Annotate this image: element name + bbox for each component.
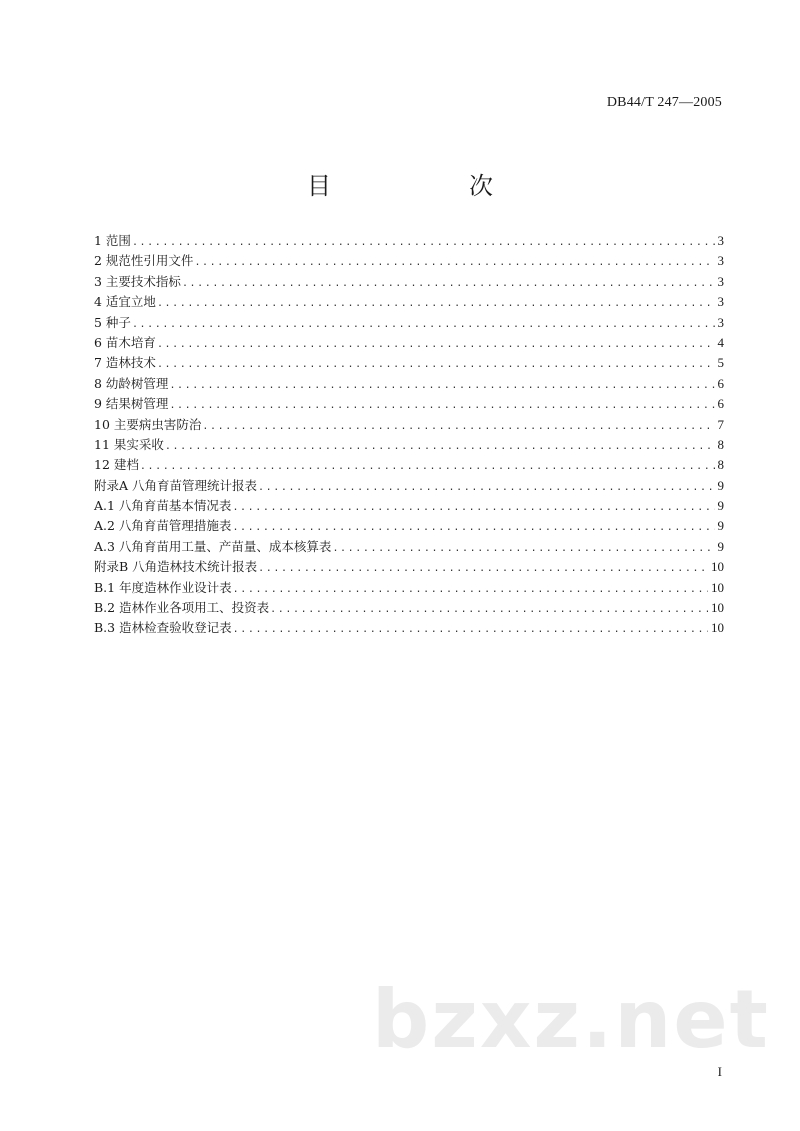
dot-leader xyxy=(132,233,715,253)
dot-leader xyxy=(332,539,714,559)
toc-entry-page: 10 xyxy=(711,600,724,616)
dot-leader xyxy=(140,457,715,477)
toc-entry-label: B.3 造林检查验收登记表 xyxy=(94,620,232,636)
dot-leader xyxy=(270,600,708,620)
toc-entry-page: 10 xyxy=(711,559,724,575)
toc-entry-label: 3 主要技术指标 xyxy=(94,273,181,289)
toc-entry-label: A.3 八角育苗用工量、产苗量、成本核算表 xyxy=(94,538,332,554)
toc-entry[interactable] xyxy=(94,618,724,638)
dot-leader xyxy=(165,437,715,457)
toc-entry-page: 3 xyxy=(717,273,724,289)
dot-leader xyxy=(182,274,715,294)
dot-leader xyxy=(169,376,714,396)
dot-leader xyxy=(194,253,714,273)
toc-entry[interactable] xyxy=(94,496,724,516)
toc-entry[interactable] xyxy=(94,598,724,618)
page-number: I xyxy=(717,1064,722,1079)
toc-entry[interactable] xyxy=(94,415,724,435)
toc-entry[interactable] xyxy=(94,231,724,251)
toc-entry[interactable] xyxy=(94,537,724,557)
toc-entry-page: 9 xyxy=(717,477,724,493)
toc-entry[interactable] xyxy=(94,374,724,394)
toc-entry-label: B.1 年度造林作业设计表 xyxy=(94,579,232,595)
toc-entry[interactable] xyxy=(94,557,724,577)
toc-entry-label: 10 主要病虫害防治 xyxy=(94,416,202,432)
dot-leader xyxy=(233,580,708,600)
toc-entry-label: 附录B 八角造林技术统计报表 xyxy=(94,559,258,575)
toc-entry[interactable] xyxy=(94,578,724,598)
toc-entry-label: 4 适宜立地 xyxy=(94,294,156,310)
toc-entry-page: 8 xyxy=(717,436,724,452)
toc-entry-page: 10 xyxy=(711,620,724,636)
toc-entry-label: 6 苗木培育 xyxy=(94,334,156,350)
toc-entry-page: 3 xyxy=(717,294,724,310)
toc-entry-page: 9 xyxy=(717,538,724,554)
toc-entry[interactable] xyxy=(94,251,724,271)
watermark: bzxz.net xyxy=(372,973,770,1066)
toc-entry-label: B.2 造林作业各项用工、投资表 xyxy=(94,600,270,616)
toc-entry-page: 3 xyxy=(717,233,724,248)
toc-entry[interactable] xyxy=(94,272,724,292)
toc-entry-label: 附录A 八角育苗管理统计报表 xyxy=(94,477,258,493)
toc-entry-page: 5 xyxy=(717,355,724,371)
dot-leader xyxy=(258,559,708,579)
toc-entry-page: 3 xyxy=(717,253,724,269)
dot-leader xyxy=(232,518,714,538)
toc-entry-page: 6 xyxy=(717,396,724,412)
dot-leader xyxy=(132,315,715,335)
dot-leader xyxy=(157,355,715,375)
dot-leader xyxy=(157,335,715,355)
toc-entry-page: 4 xyxy=(717,334,724,350)
page-title: 目 次 xyxy=(307,172,523,200)
toc-entry-page: 10 xyxy=(711,579,724,595)
toc-entry-page: 9 xyxy=(717,498,724,514)
toc-entry[interactable] xyxy=(94,313,724,333)
table-of-contents xyxy=(94,231,724,639)
toc-entry[interactable] xyxy=(94,516,724,536)
toc-entry-page: 6 xyxy=(717,375,724,391)
toc-entry[interactable] xyxy=(94,394,724,414)
toc-entry-label: 12 建档 xyxy=(94,457,139,473)
dot-leader xyxy=(157,294,715,314)
dot-leader xyxy=(169,396,714,416)
toc-entry-label: 9 结果树管理 xyxy=(94,396,169,412)
toc-entry-label: 1 范围 xyxy=(94,233,131,248)
toc-entry-page: 9 xyxy=(717,518,724,534)
toc-entry-label: 8 幼龄树管理 xyxy=(94,375,169,391)
toc-entry-page: 7 xyxy=(717,416,724,432)
dot-leader xyxy=(232,498,714,518)
toc-entry-label: A.1 八角育苗基本情况表 xyxy=(94,498,232,514)
toc-entry[interactable] xyxy=(94,476,724,496)
toc-entry-label: 11 果实采收 xyxy=(94,436,164,452)
toc-entry-label: 7 造林技术 xyxy=(94,355,156,371)
toc-entry[interactable] xyxy=(94,455,724,475)
toc-entry-label: A.2 八角育苗管理措施表 xyxy=(94,518,232,534)
dot-leader xyxy=(233,620,708,640)
toc-entry[interactable] xyxy=(94,292,724,312)
toc-entry-page: 8 xyxy=(717,457,724,473)
toc-entry[interactable] xyxy=(94,353,724,373)
toc-entry[interactable] xyxy=(94,333,724,353)
toc-entry[interactable] xyxy=(94,435,724,455)
toc-entry-page: 3 xyxy=(717,314,724,330)
dot-leader xyxy=(258,478,714,498)
document-code: DB44/T 247—2005 xyxy=(606,95,722,110)
toc-entry-label: 2 规范性引用文件 xyxy=(94,253,194,269)
toc-entry-label: 5 种子 xyxy=(94,314,131,330)
dot-leader xyxy=(202,417,714,437)
